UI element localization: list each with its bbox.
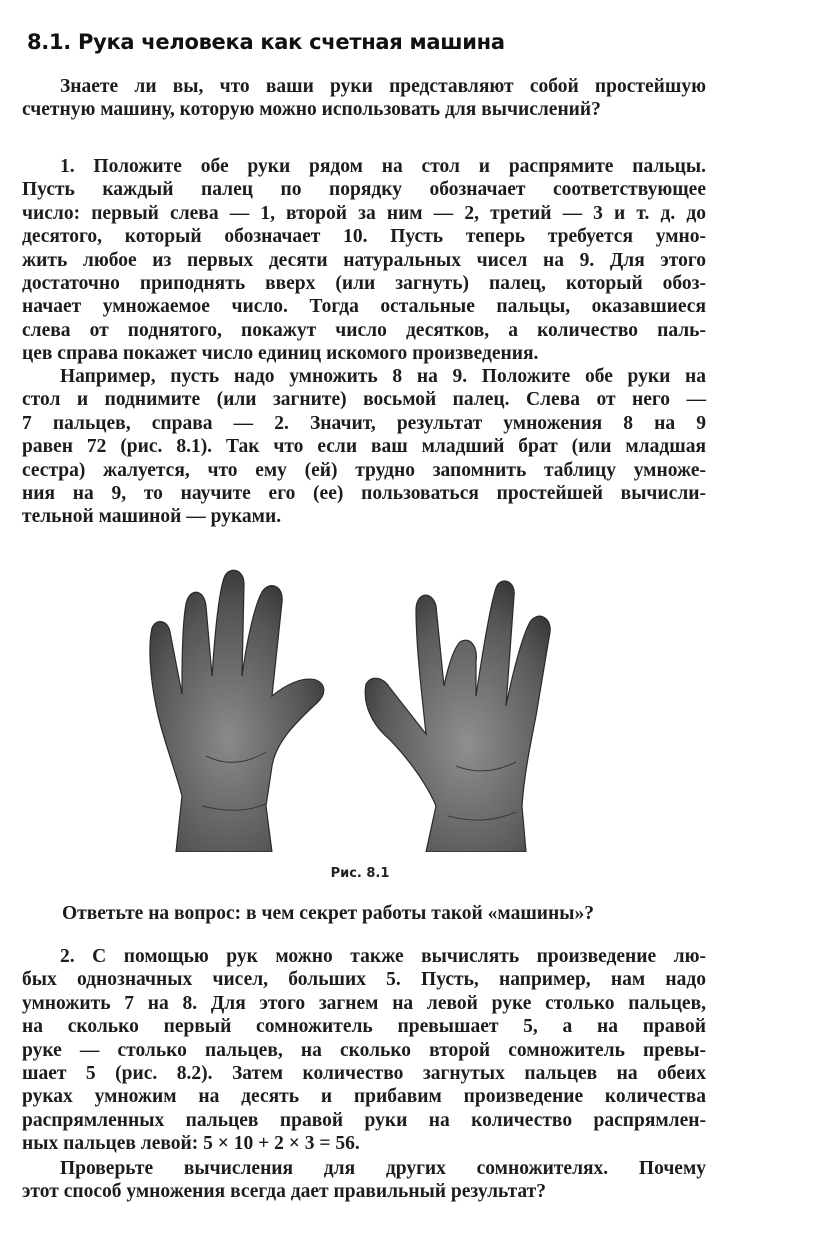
question-line: Ответьте на вопрос: в чем секрет работы такой «машины»? <box>62 903 594 924</box>
text-line: число: первый слева — 1, второй за ним — 2, третий — 3 и т. д. до <box>22 202 706 224</box>
text-line: ния на 9, то научите его (ее) пользоваться простейшей вычисли- <box>22 483 706 505</box>
text-line: Пусть каждый палец по порядку обозначает соответствующее <box>22 179 706 201</box>
paragraph-1 <box>22 155 706 366</box>
text-line: умножить 7 на 8. Для этого загнем на левой руке столько пальцев, <box>22 992 706 1014</box>
right-hand <box>365 581 550 852</box>
text-line: 1. Положите обе руки рядом на стол и распрямите пальцы. <box>60 156 706 177</box>
text-line: стол и поднимите (или загните) восьмой палец. Слева от него — <box>22 389 706 411</box>
text-line: на сколько первый сомножитель превышает 5, а на правой <box>22 1016 706 1038</box>
hands-figure <box>126 566 603 852</box>
text-line: Знаете ли вы, что ваши руки представляют собой простейшую <box>60 76 706 97</box>
item-number: 2. <box>60 946 75 967</box>
closing-paragraph <box>22 1157 706 1204</box>
figure-caption: Рис. 8.1 <box>330 866 390 881</box>
intro-paragraph <box>22 75 706 122</box>
text-line: 2. С помощью рук можно также вычислять произведение лю- <box>60 946 706 967</box>
left-hand <box>150 570 324 852</box>
section-heading: 8.1. Рука человека как счетная машина <box>27 30 505 54</box>
text-line: Например, пусть надо умножить 8 на 9. Положите обе руки на <box>60 366 706 387</box>
text-line: сестра) жалуется, что ему (ей) трудно запомнить таблицу умноже- <box>22 459 706 481</box>
text-line: слева от поднятого, покажут число десятков, а количество паль- <box>22 319 706 341</box>
text-line: 7 пальцев, справа — 2. Значит, результат умножения 8 на 9 <box>22 412 706 434</box>
text-line: десятого, который обозначает 10. Пусть теперь требуется умно- <box>22 226 706 248</box>
text-line: шает 5 (рис. 8.2). Затем количество загнутых пальцев на обеих <box>22 1063 706 1085</box>
text-line: этот способ умножения всегда дает правильный результат? <box>22 1181 546 1203</box>
text-line: начает умножаемое число. Тогда остальные пальцы, оказавшиеся <box>22 296 706 318</box>
text-line: распрямленных пальцев правой руки на количество распрямлен- <box>22 1109 706 1131</box>
text-line: равен 72 (рис. 8.1). Так что если ваш младший брат (или младшая <box>22 436 706 458</box>
text-line: бых однозначных чисел, больших 5. Пусть, например, нам надо <box>22 969 706 991</box>
text-line: ных пальцев левой: 5 × 10 + 2 × 3 = 56. <box>22 1133 360 1155</box>
paragraph-2 <box>22 945 706 1156</box>
text-line: цев справа покажет число единиц искомого произведения. <box>22 343 539 365</box>
text-line: руках умножим на десять и прибавим произведение количества <box>22 1086 706 1108</box>
text-line: Проверьте вычисления для других сомножителях. Почему <box>60 1158 706 1179</box>
text-line: достаточно приподнять вверх (или загнуть) палец, который обоз- <box>22 273 706 295</box>
text-line: счетную машину, которую можно использовать для вычислений? <box>22 99 601 121</box>
text-line: жить любое из первых десяти натуральных чисел на 9. Для этого <box>22 249 706 271</box>
hands-image <box>126 566 603 852</box>
example-paragraph <box>22 365 706 529</box>
text-line: тельной машиной — руками. <box>22 506 282 528</box>
text-line: руке — столько пальцев, на сколько второй сомножитель превы- <box>22 1039 706 1061</box>
item-number: 1. <box>60 156 75 177</box>
